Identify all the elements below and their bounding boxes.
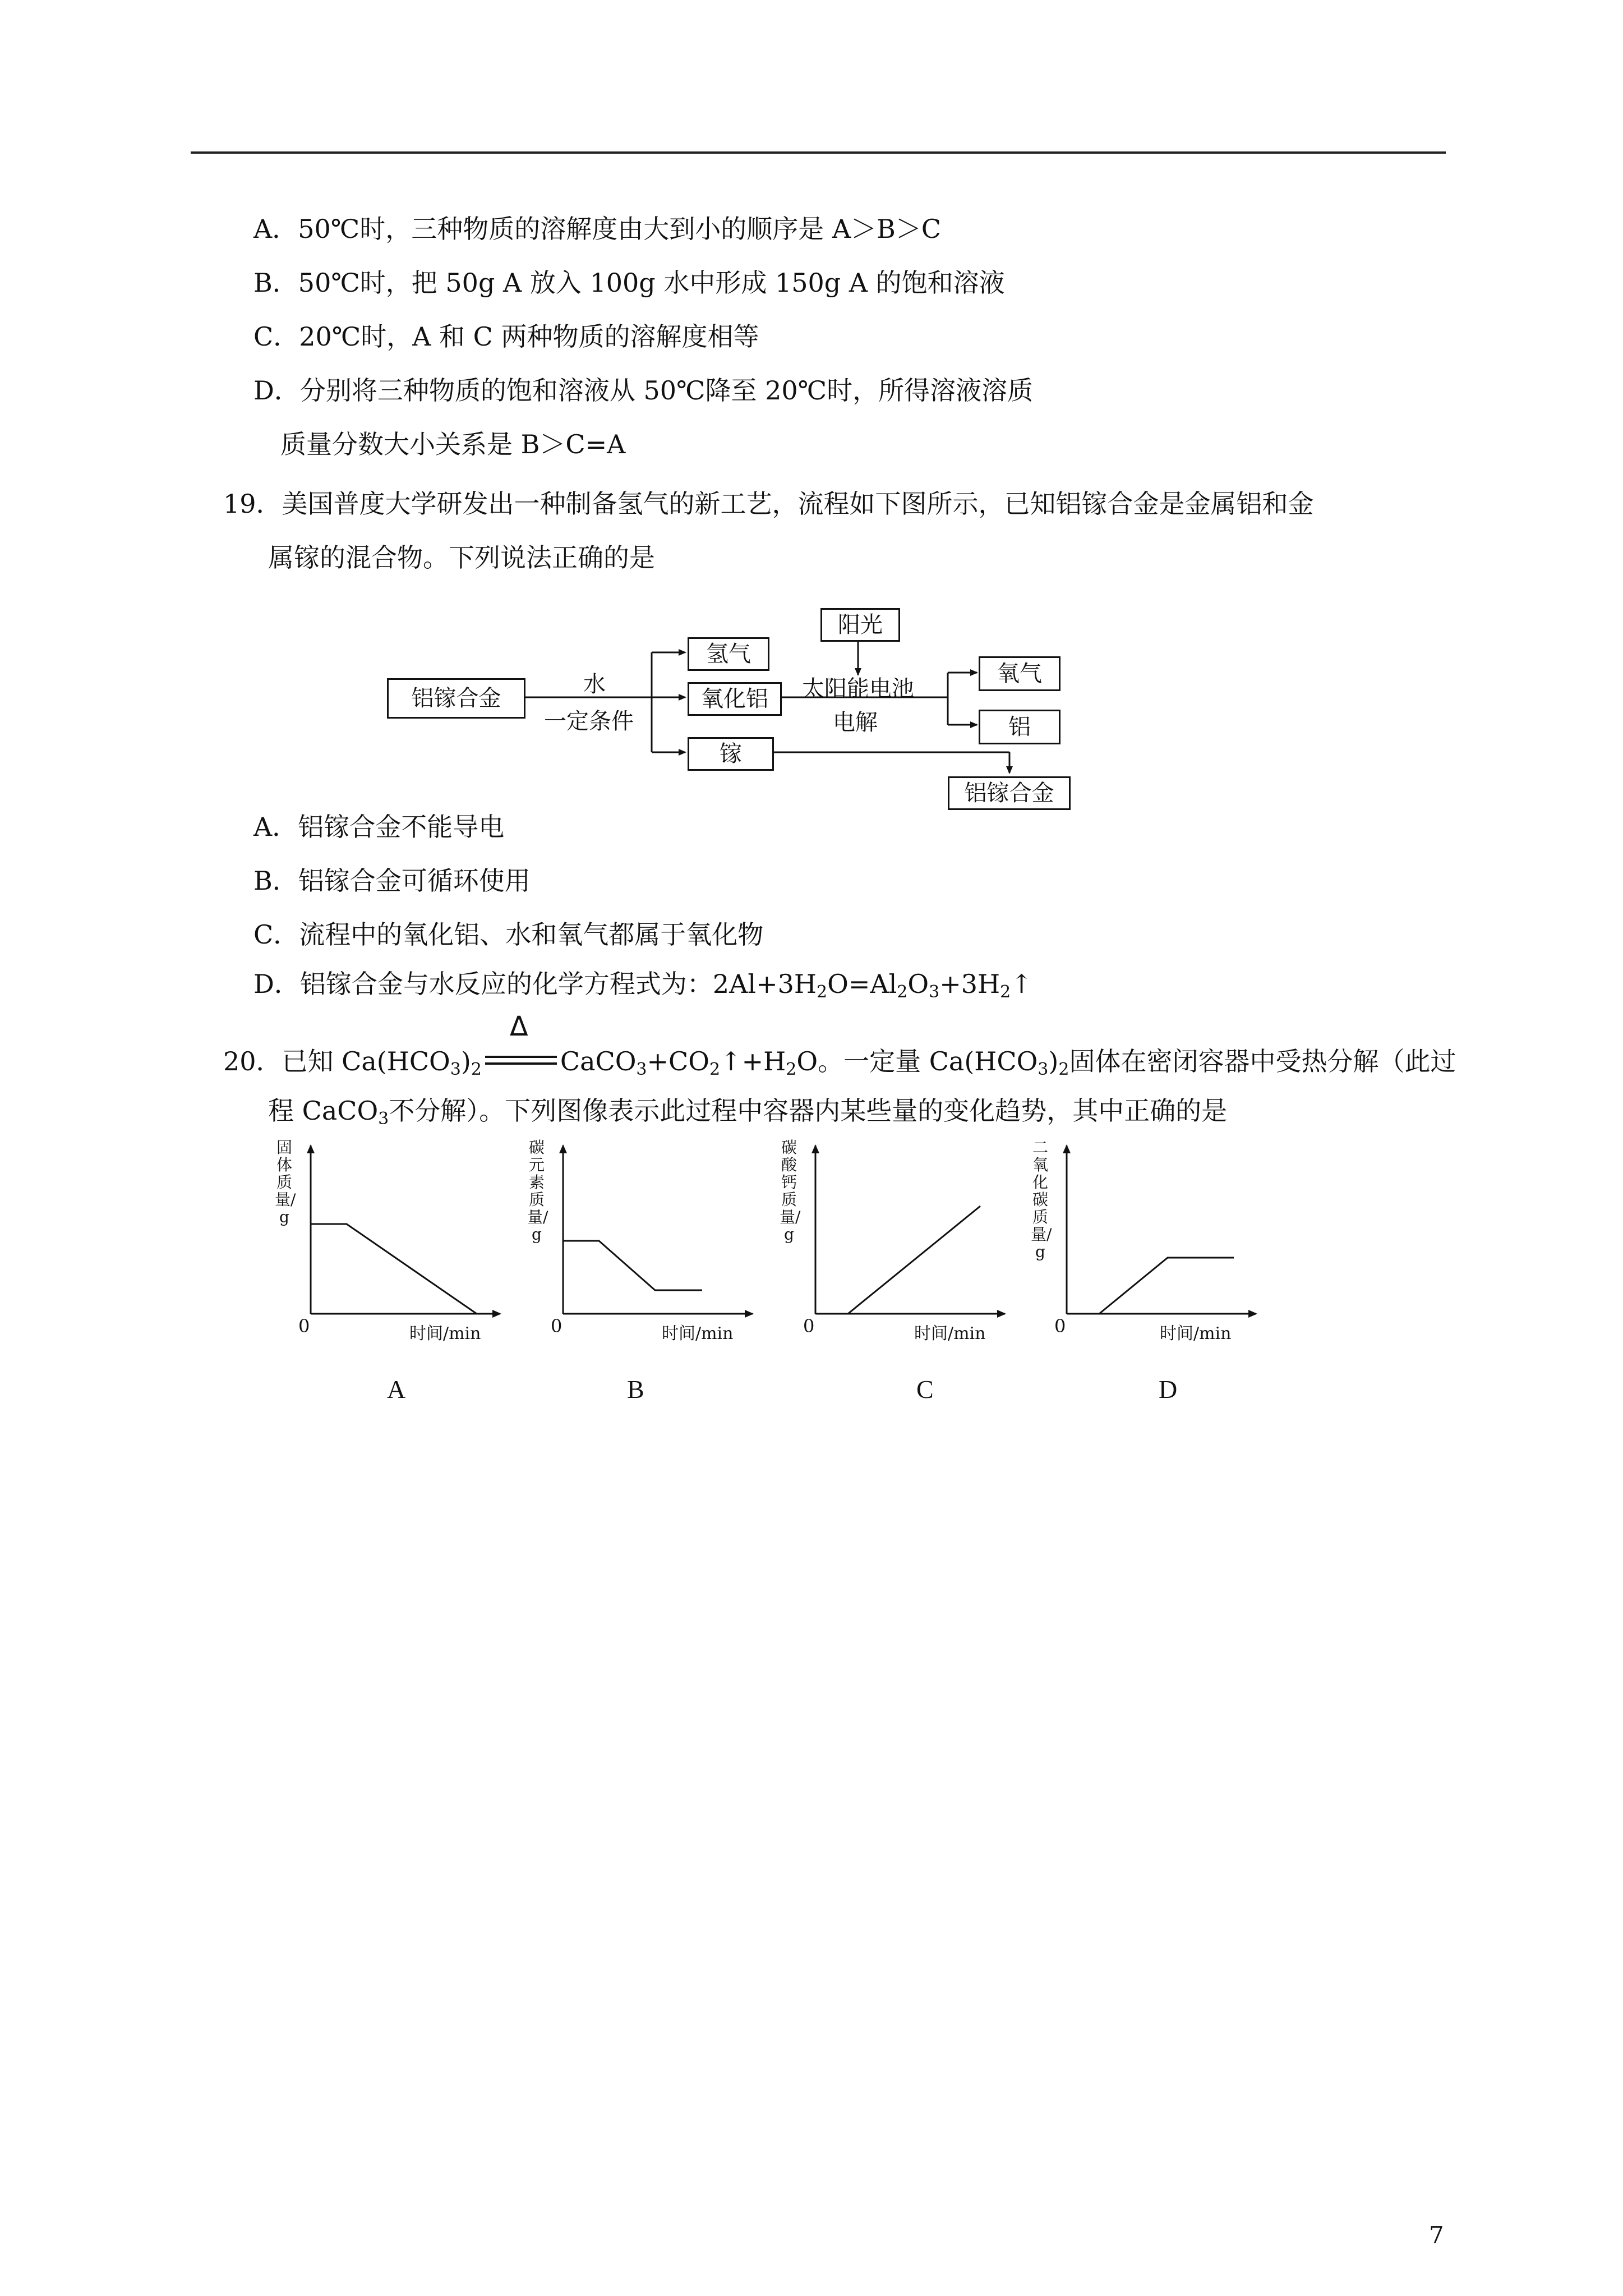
- graph-c-xlabel: 时间/min: [914, 1324, 986, 1343]
- flow-electrolysis-label: 电解: [833, 710, 878, 735]
- q19-option-d: [253, 967, 1032, 1009]
- q19-option-a: A．铝镓合金不能导电: [253, 812, 505, 842]
- q19-d-text: O: [907, 969, 929, 999]
- flow-box-alumina: 氧化铝: [688, 682, 782, 716]
- graph-a-ylabel: 固体质量/g: [275, 1138, 296, 1226]
- q20-sub: 3: [636, 1060, 647, 1079]
- q20-sub: 2: [709, 1060, 721, 1079]
- q19-d-sub: 2: [897, 982, 908, 1002]
- q18-option-d-line1: D．分别将三种物质的饱和溶液从 50℃降至 20℃时，所得溶液溶质: [253, 375, 1034, 406]
- q19-d-sub: 2: [1000, 982, 1011, 1002]
- graph-b: [527, 1139, 763, 1408]
- graph-c-label: C: [916, 1375, 934, 1404]
- q20-stem-line2: [268, 1094, 1227, 1136]
- q20-sub: 3: [378, 1109, 389, 1129]
- flow-box-sunlight: 阳光: [820, 608, 900, 642]
- flow-box-oxygen: 氧气: [979, 656, 1061, 691]
- q20-text: CaCO: [560, 1046, 637, 1076]
- q20-text: ↑+H: [720, 1046, 786, 1076]
- flow-box-start-alloy: 铝镓合金: [387, 678, 525, 719]
- flow-solar-cell-label: 太阳能电池: [802, 676, 914, 702]
- q20-sub: 2: [471, 1060, 482, 1079]
- flow-condition-water: 水: [583, 671, 606, 697]
- q19-d-text: O=Al: [827, 969, 897, 999]
- q20-sub: 2: [1058, 1060, 1069, 1079]
- q19-d-sub: 2: [817, 982, 828, 1002]
- q20-text: 程 CaCO: [268, 1096, 379, 1126]
- q20-text: 不分解）。下列图像表示此过程中容器内某些量的变化趋势，其中正确的是: [389, 1096, 1228, 1126]
- graph-b-ylabel: 碳元素质量/g: [527, 1138, 548, 1244]
- graph-d-ylabel: 二氧化碳质量/g: [1031, 1138, 1052, 1261]
- q20-text: O。一定量 Ca(HCO: [796, 1046, 1038, 1076]
- q18-option-d-line2: 质量分数大小关系是 B＞C=A: [280, 429, 626, 459]
- flow-condition-text: 一定条件: [544, 708, 634, 734]
- q18-option-a: A．50℃时，三种物质的溶解度由大到小的顺序是 A＞B＞C: [253, 214, 942, 244]
- graph-b-label: B: [627, 1375, 644, 1404]
- flow-diagram-connectors: [0, 0, 1623, 841]
- q20-text: 20．已知 Ca(HCO: [223, 1046, 450, 1076]
- q19-stem-line2: 属镓的混合物。下列说法正确的是: [268, 542, 655, 573]
- q19-d-text: D．铝镓合金与水反应的化学方程式为：2Al+3H: [253, 969, 817, 999]
- graph-d-label: D: [1159, 1375, 1178, 1404]
- graph-b-xlabel: 时间/min: [662, 1324, 734, 1343]
- flow-box-gallium: 镓: [688, 737, 774, 771]
- q19-stem-line1: 19．美国普度大学研发出一种制备氢气的新工艺，流程如下图所示，已知铝镓合金是金属铝和金: [223, 489, 1314, 519]
- q20-text: ): [460, 1046, 471, 1076]
- q20-sub: 2: [786, 1060, 797, 1079]
- flow-box-hydrogen: 氢气: [688, 637, 769, 671]
- graph-c-ylabel: 碳酸钙质量/g: [780, 1138, 801, 1244]
- graph-a-origin: 0: [298, 1315, 310, 1337]
- q19-d-text: ↑: [1011, 969, 1032, 999]
- q20-sub: 3: [1038, 1060, 1049, 1079]
- graph-c-origin: 0: [803, 1315, 815, 1337]
- graph-b-origin: 0: [551, 1315, 562, 1337]
- q20-text: ): [1048, 1046, 1059, 1076]
- flow-box-final-alloy: 铝镓合金: [948, 776, 1071, 810]
- graph-a-xlabel: 时间/min: [409, 1324, 481, 1343]
- graph-a-label: A: [387, 1375, 406, 1404]
- flow-box-aluminum: 铝: [979, 710, 1061, 744]
- graph-d-origin: 0: [1054, 1315, 1066, 1337]
- graph-d: [1031, 1139, 1266, 1408]
- q19-option-c: C．流程中的氧化铝、水和氧气都属于氧化物: [253, 919, 764, 950]
- q19-d-sub: 3: [929, 982, 940, 1002]
- q20-text: 固体在密闭容器中受热分解（此过: [1069, 1046, 1456, 1076]
- heating-condition-sign: [482, 1011, 560, 1078]
- q18-option-c: C．20℃时，A 和 C 两种物质的溶解度相等: [253, 321, 759, 352]
- delta-symbol: Δ: [509, 1011, 528, 1042]
- q19-d-text: +3H: [939, 969, 1000, 999]
- graph-a: [275, 1139, 510, 1408]
- q20-sub: 3: [450, 1060, 461, 1079]
- page-number: 7: [1429, 2221, 1444, 2249]
- graph-c: [780, 1139, 1015, 1408]
- q20-stem-line1: [223, 1011, 1456, 1087]
- q19-option-b: B．铝镓合金可循环使用: [253, 866, 531, 896]
- graph-d-xlabel: 时间/min: [1160, 1324, 1232, 1343]
- q20-text: +CO: [647, 1046, 709, 1076]
- q18-option-b: B．50℃时，把 50g A 放入 100g 水中形成 150g A 的饱和溶液: [253, 268, 1005, 298]
